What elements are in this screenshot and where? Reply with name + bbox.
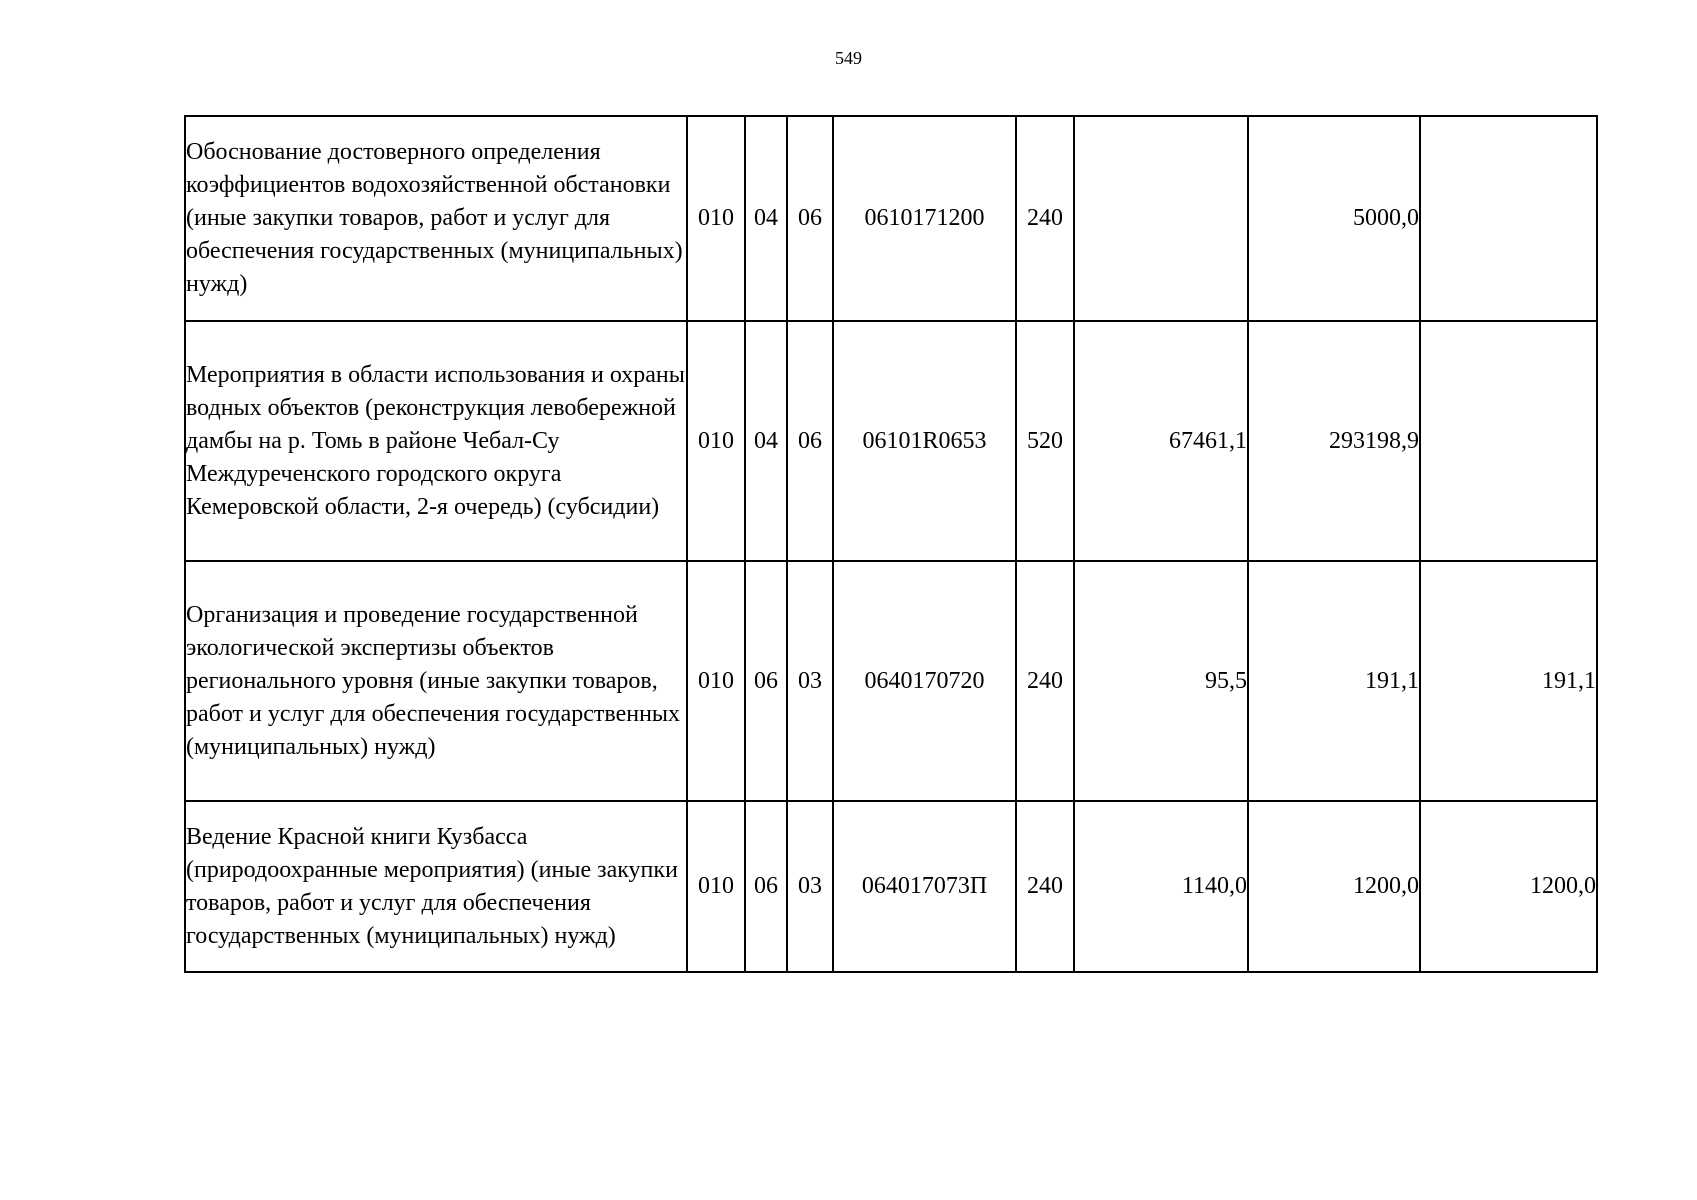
target-article-code: 06101R0653 [833, 321, 1016, 561]
amount-year-2: 5000,0 [1248, 116, 1420, 321]
amount-year-3 [1420, 321, 1597, 561]
row-description: Обоснование достоверного определения коэффициентов водохозяйственной обстановки (иные закупки товаров, работ и услуг для обеспечения государственных (муниципальных) нужд) [185, 116, 687, 321]
table-row [185, 321, 1597, 561]
subsection-code: 03 [787, 801, 833, 972]
amount-year-2: 191,1 [1248, 561, 1420, 801]
row-description: Мероприятия в области использования и охраны водных объектов (реконструкция левобережной дамбы на р. Томь в районе Чебал-Су Междуреченского городского округа Кемеровской области, 2-я очередь) (субсидии) [185, 321, 687, 561]
amount-year-1: 67461,1 [1074, 321, 1248, 561]
ministry-code: 010 [687, 561, 745, 801]
page-number: 549 [835, 48, 862, 68]
subsection-code: 03 [787, 561, 833, 801]
section-code: 06 [745, 801, 787, 972]
section-code: 04 [745, 116, 787, 321]
target-article-code: 0610171200 [833, 116, 1016, 321]
ministry-code: 010 [687, 801, 745, 972]
amount-year-3: 191,1 [1420, 561, 1597, 801]
table-row [185, 116, 1597, 321]
expense-type-code: 240 [1016, 801, 1074, 972]
amount-year-1: 95,5 [1074, 561, 1248, 801]
target-article-code: 064017073П [833, 801, 1016, 972]
ministry-code: 010 [687, 116, 745, 321]
ministry-code: 010 [687, 321, 745, 561]
row-description: Ведение Красной книги Кузбасса (природоохранные мероприятия) (иные закупки товаров, работ и услуг для обеспечения государственных (муниципальных) нужд) [185, 801, 687, 972]
subsection-code: 06 [787, 321, 833, 561]
expense-type-code: 240 [1016, 116, 1074, 321]
target-article-code: 0640170720 [833, 561, 1016, 801]
section-code: 06 [745, 561, 787, 801]
expense-type-code: 240 [1016, 561, 1074, 801]
amount-year-2: 1200,0 [1248, 801, 1420, 972]
amount-year-1: 1140,0 [1074, 801, 1248, 972]
amount-year-3 [1420, 116, 1597, 321]
expense-type-code: 520 [1016, 321, 1074, 561]
amount-year-3: 1200,0 [1420, 801, 1597, 972]
section-code: 04 [745, 321, 787, 561]
amount-year-2: 293198,9 [1248, 321, 1420, 561]
subsection-code: 06 [787, 116, 833, 321]
table-row [185, 801, 1597, 972]
table-row [185, 561, 1597, 801]
budget-table [184, 115, 1598, 973]
amount-year-1 [1074, 116, 1248, 321]
row-description: Организация и проведение государственной экологической экспертизы объектов регионального уровня (иные закупки товаров, работ и услуг для обеспечения государственных (муниципальных) нужд) [185, 561, 687, 801]
